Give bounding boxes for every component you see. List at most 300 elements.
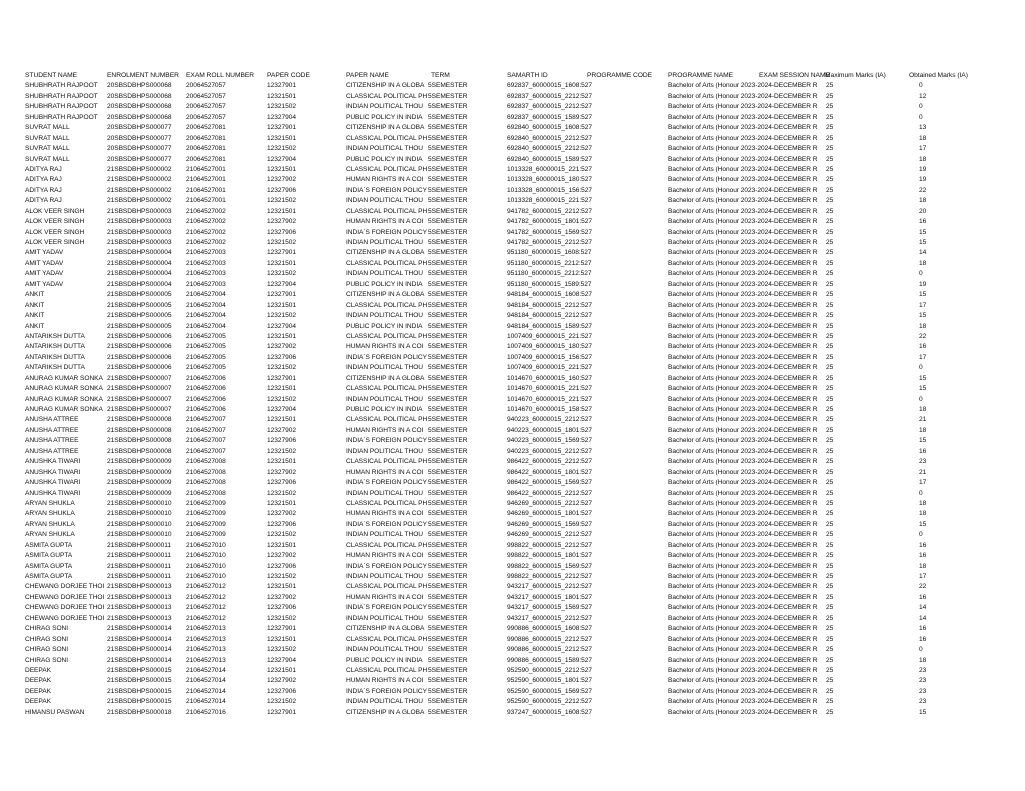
cell-paper-code: 12327901 bbox=[267, 124, 296, 132]
cell-term: 5SEMESTER bbox=[428, 479, 468, 487]
table-row bbox=[25, 405, 1015, 415]
cell-obtained-marks: 22 bbox=[919, 186, 927, 194]
cell-student-name: ANUSHA ATTREE bbox=[25, 426, 79, 434]
header-programme-name: PROGRAMME NAME bbox=[668, 72, 734, 79]
cell-exam-roll-number: 21064527008 bbox=[186, 479, 226, 487]
table-row bbox=[25, 155, 1015, 165]
cell-term: 5SEMESTER bbox=[428, 614, 468, 622]
cell-student-name: CHIRAG SONI bbox=[25, 646, 69, 654]
cell-obtained-marks: 21 bbox=[919, 468, 927, 476]
cell-student-name: ARYAN SHUKLA bbox=[25, 531, 75, 539]
cell-programme-name-session: Bachelor of Arts (Honour 2023-2024-DECEMBER R bbox=[668, 113, 818, 121]
cell-obtained-marks: 0 bbox=[919, 395, 923, 403]
cell-paper-name: PUBLIC POLICY IN INDIA bbox=[346, 280, 423, 288]
table-row bbox=[25, 697, 1015, 707]
cell-paper-name: HUMAN RIGHTS IN A COI bbox=[346, 426, 424, 434]
cell-student-name: SUVRAT MALL bbox=[25, 155, 70, 163]
cell-samarth-id: 986422_60000015_1801:527 bbox=[507, 468, 592, 476]
cell-paper-code: 12327906 bbox=[267, 437, 296, 445]
cell-student-name: SUVRAT MALL bbox=[25, 124, 70, 132]
cell-term: 5SEMESTER bbox=[428, 207, 468, 215]
cell-enrolment-number: 21SBSDBHPS000003 bbox=[107, 207, 172, 215]
cell-paper-name: INDIA`S FOREIGN POLICY bbox=[346, 437, 427, 445]
header-programme-code: PROGRAMME CODE bbox=[587, 72, 653, 79]
cell-paper-name: CITIZENSHIP IN A GLOBA bbox=[346, 249, 425, 257]
cell-obtained-marks: 19 bbox=[919, 176, 927, 184]
cell-student-name: ADITYA RAJ bbox=[25, 186, 62, 194]
cell-paper-name: INDIA`S FOREIGN POLICY bbox=[346, 479, 427, 487]
cell-student-name: ASMITA GUPTA bbox=[25, 541, 73, 549]
table-row bbox=[25, 217, 1015, 227]
cell-paper-name: HUMAN RIGHTS IN A COI bbox=[346, 218, 424, 226]
table-row bbox=[25, 113, 1015, 123]
cell-samarth-id: 941782_60000015_1569:527 bbox=[507, 228, 592, 236]
cell-enrolment-number: 21SBSDBHPS000004 bbox=[107, 270, 172, 278]
cell-maximum-marks: 25 bbox=[826, 552, 834, 560]
cell-term: 5SEMESTER bbox=[428, 82, 468, 90]
cell-maximum-marks: 25 bbox=[826, 322, 834, 330]
table-row bbox=[25, 593, 1015, 603]
cell-exam-roll-number: 21064527013 bbox=[186, 646, 226, 654]
cell-maximum-marks: 25 bbox=[826, 447, 834, 455]
table-row bbox=[25, 530, 1015, 540]
cell-exam-roll-number: 20064527057 bbox=[186, 113, 226, 121]
cell-paper-name: HUMAN RIGHTS IN A COI bbox=[346, 176, 424, 184]
cell-paper-name: INDIAN POLITICAL THOU bbox=[346, 447, 423, 455]
table-row bbox=[25, 165, 1015, 175]
table-row bbox=[25, 81, 1015, 91]
cell-programme-name-session: Bachelor of Arts (Honour 2023-2024-DECEMBER R bbox=[668, 239, 818, 246]
cell-term: 5SEMESTER bbox=[428, 322, 468, 330]
cell-obtained-marks: 19 bbox=[919, 165, 927, 173]
cell-programme-name-session: Bachelor of Arts (Honour 2023-2024-DECEMBER R bbox=[668, 479, 818, 487]
cell-student-name: ANKIT bbox=[25, 301, 45, 309]
cell-maximum-marks: 25 bbox=[826, 124, 834, 132]
cell-maximum-marks: 25 bbox=[826, 468, 834, 476]
table-row bbox=[25, 280, 1015, 290]
table-row bbox=[25, 207, 1015, 217]
cell-enrolment-number: 21SBSDBHPS000006 bbox=[107, 343, 172, 351]
header-exam-session-name: EXAM SESSION NAME bbox=[759, 72, 830, 79]
cell-obtained-marks: 23 bbox=[919, 687, 927, 695]
cell-student-name: CHEWANG DORJEE THOI bbox=[25, 614, 105, 622]
table-row bbox=[25, 447, 1015, 457]
header-student-name: STUDENT NAME bbox=[25, 72, 78, 79]
cell-samarth-id: 998822_60000015_1569:527 bbox=[507, 562, 592, 570]
cell-programme-name-session: Bachelor of Arts (Honour 2023-2024-DECEMBER R bbox=[668, 625, 818, 633]
cell-exam-roll-number: 21064527004 bbox=[186, 322, 226, 330]
cell-programme-name-session: Bachelor of Arts (Honour 2023-2024-DECEMBER R bbox=[668, 583, 818, 591]
cell-programme-name-session: Bachelor of Arts (Honour 2023-2024-DECEMBER R bbox=[668, 124, 818, 132]
cell-programme-name-session: Bachelor of Arts (Honour 2023-2024-DECEMBER R bbox=[668, 698, 818, 706]
cell-student-name: ARYAN SHUKLA bbox=[25, 499, 75, 507]
cell-paper-code: 12321502 bbox=[267, 145, 296, 153]
cell-term: 5SEMESTER bbox=[428, 573, 468, 580]
table-row bbox=[25, 624, 1015, 634]
cell-paper-name: PUBLIC POLICY IN INDIA bbox=[346, 322, 423, 330]
cell-obtained-marks: 16 bbox=[919, 635, 927, 643]
cell-obtained-marks: 17 bbox=[919, 573, 927, 580]
cell-programme-name-session: Bachelor of Arts (Honour 2023-2024-DECEMBER R bbox=[668, 343, 818, 351]
cell-programme-name-session: Bachelor of Arts (Honour 2023-2024-DECEMBER R bbox=[668, 155, 818, 163]
cell-enrolment-number: 21SBSDBHPS000014 bbox=[107, 635, 172, 643]
cell-enrolment-number: 21SBSDBHPS000008 bbox=[107, 416, 172, 424]
cell-obtained-marks: 0 bbox=[919, 489, 923, 497]
cell-obtained-marks: 15 bbox=[919, 291, 927, 299]
cell-samarth-id: 1007409_60000015_221:527 bbox=[507, 364, 592, 372]
cell-maximum-marks: 25 bbox=[826, 385, 834, 393]
cell-term: 5SEMESTER bbox=[428, 562, 468, 570]
cell-maximum-marks: 25 bbox=[826, 646, 834, 654]
cell-enrolment-number: 21SBSDBHPS000009 bbox=[107, 479, 172, 487]
cell-programme-name-session: Bachelor of Arts (Honour 2023-2024-DECEMBER R bbox=[668, 385, 818, 393]
cell-paper-code: 12321502 bbox=[267, 646, 296, 654]
table-row bbox=[25, 144, 1015, 154]
cell-paper-name: CLASSICAL POLITICAL PH bbox=[346, 458, 428, 466]
table-row bbox=[25, 186, 1015, 196]
cell-samarth-id: 951180_60000015_1589:527 bbox=[507, 280, 592, 288]
cell-paper-name: INDIA`S FOREIGN POLICY bbox=[346, 687, 427, 695]
cell-programme-name-session: Bachelor of Arts (Honour 2023-2024-DECEMBER R bbox=[668, 332, 818, 340]
cell-exam-roll-number: 21064527002 bbox=[186, 207, 226, 215]
cell-enrolment-number: 21SBSDBHPS000008 bbox=[107, 447, 172, 455]
cell-exam-roll-number: 21064527014 bbox=[186, 698, 226, 706]
cell-paper-name: CLASSICAL POLITICAL PH bbox=[346, 499, 428, 507]
cell-samarth-id: 990886_60000015_1608:527 bbox=[507, 625, 592, 633]
cell-term: 5SEMESTER bbox=[428, 385, 468, 393]
cell-paper-name: PUBLIC POLICY IN INDIA bbox=[346, 406, 423, 413]
cell-samarth-id: 692837_60000015_1608:527 bbox=[507, 82, 592, 90]
cell-paper-name: PUBLIC POLICY IN INDIA bbox=[346, 656, 423, 664]
cell-paper-name: HUMAN RIGHTS IN A COI bbox=[346, 677, 424, 685]
cell-term: 5SEMESTER bbox=[428, 312, 468, 320]
cell-obtained-marks: 18 bbox=[919, 562, 927, 570]
cell-paper-code: 12321501 bbox=[267, 332, 296, 340]
cell-paper-name: CITIZENSHIP IN A GLOBA bbox=[346, 82, 425, 90]
cell-obtained-marks: 18 bbox=[919, 656, 927, 664]
cell-paper-code: 12327901 bbox=[267, 82, 296, 90]
cell-samarth-id: 1007409_60000015_156:527 bbox=[507, 353, 592, 361]
cell-samarth-id: 1014670_60000015_160:527 bbox=[507, 374, 592, 382]
cell-enrolment-number: 21SBSDBHPS000002 bbox=[107, 186, 172, 194]
cell-term: 5SEMESTER bbox=[428, 677, 468, 685]
cell-obtained-marks: 19 bbox=[919, 280, 927, 288]
cell-obtained-marks: 23 bbox=[919, 666, 927, 674]
table-row bbox=[25, 656, 1015, 666]
cell-enrolment-number: 21SBSDBHPS000014 bbox=[107, 656, 172, 664]
cell-enrolment-number: 21SBSDBHPS000006 bbox=[107, 364, 172, 372]
cell-paper-code: 12321502 bbox=[267, 270, 296, 278]
cell-enrolment-number: 20SBSDBHPS000068 bbox=[107, 92, 172, 100]
cell-enrolment-number: 21SBSDBHPS000003 bbox=[107, 239, 172, 246]
cell-paper-name: CLASSICAL POLITICAL PH bbox=[346, 92, 428, 100]
cell-programme-name-session: Bachelor of Arts (Honour 2023-2024-DECEMBER R bbox=[668, 249, 818, 257]
cell-term: 5SEMESTER bbox=[428, 113, 468, 121]
cell-exam-roll-number: 21064527007 bbox=[186, 426, 226, 434]
cell-student-name: ANUSHA ATTREE bbox=[25, 416, 79, 424]
cell-paper-code: 12321501 bbox=[267, 583, 296, 591]
table-row bbox=[25, 311, 1015, 321]
cell-term: 5SEMESTER bbox=[428, 437, 468, 445]
cell-term: 5SEMESTER bbox=[428, 625, 468, 633]
cell-exam-roll-number: 21064527003 bbox=[186, 270, 226, 278]
table-row bbox=[25, 635, 1015, 645]
cell-term: 5SEMESTER bbox=[428, 92, 468, 100]
cell-samarth-id: 941782_60000015_1801:527 bbox=[507, 218, 592, 226]
cell-obtained-marks: 15 bbox=[919, 374, 927, 382]
header-samarth-id: SAMARTH ID bbox=[507, 72, 548, 79]
table-row bbox=[25, 395, 1015, 405]
cell-exam-roll-number: 21064527004 bbox=[186, 301, 226, 309]
cell-paper-name: INDIA`S FOREIGN POLICY bbox=[346, 228, 427, 236]
cell-exam-roll-number: 21064527006 bbox=[186, 385, 226, 393]
cell-samarth-id: 946269_60000015_2212:527 bbox=[507, 499, 592, 507]
cell-obtained-marks: 18 bbox=[919, 426, 927, 434]
cell-programme-name-session: Bachelor of Arts (Honour 2023-2024-DECEMBER R bbox=[668, 165, 818, 173]
cell-enrolment-number: 21SBSDBHPS000013 bbox=[107, 593, 172, 601]
cell-programme-name-session: Bachelor of Arts (Honour 2023-2024-DECEMBER R bbox=[668, 468, 818, 476]
cell-maximum-marks: 25 bbox=[826, 249, 834, 257]
cell-samarth-id: 692840_60000015_2212:527 bbox=[507, 145, 592, 153]
cell-programme-name-session: Bachelor of Arts (Honour 2023-2024-DECEMBER R bbox=[668, 395, 818, 403]
cell-term: 5SEMESTER bbox=[428, 301, 468, 309]
table-row bbox=[25, 614, 1015, 624]
cell-exam-roll-number: 21064527006 bbox=[186, 395, 226, 403]
cell-programme-name-session: Bachelor of Arts (Honour 2023-2024-DECEMBER R bbox=[668, 499, 818, 507]
table-row bbox=[25, 301, 1015, 311]
cell-term: 5SEMESTER bbox=[428, 134, 468, 142]
cell-obtained-marks: 18 bbox=[919, 322, 927, 330]
cell-maximum-marks: 25 bbox=[826, 614, 834, 622]
cell-exam-roll-number: 20064527081 bbox=[186, 134, 226, 142]
table-row bbox=[25, 228, 1015, 238]
cell-term: 5SEMESTER bbox=[428, 259, 468, 267]
cell-programme-name-session: Bachelor of Arts (Honour 2023-2024-DECEMBER R bbox=[668, 176, 818, 184]
cell-enrolment-number: 21SBSDBHPS000004 bbox=[107, 249, 172, 257]
cell-maximum-marks: 25 bbox=[826, 207, 834, 215]
cell-paper-name: INDIAN POLITICAL THOU bbox=[346, 364, 423, 372]
cell-obtained-marks: 15 bbox=[919, 312, 927, 320]
cell-exam-roll-number: 21064527008 bbox=[186, 489, 226, 497]
table-row bbox=[25, 687, 1015, 697]
cell-exam-roll-number: 20064527081 bbox=[186, 145, 226, 153]
cell-enrolment-number: 21SBSDBHPS000015 bbox=[107, 677, 172, 685]
cell-enrolment-number: 21SBSDBHPS000008 bbox=[107, 437, 172, 445]
cell-samarth-id: 990886_60000015_1589:527 bbox=[507, 656, 592, 664]
cell-obtained-marks: 0 bbox=[919, 364, 923, 372]
cell-paper-name: INDIAN POLITICAL THOU bbox=[346, 270, 423, 278]
cell-obtained-marks: 16 bbox=[919, 343, 927, 351]
cell-obtained-marks: 15 bbox=[919, 520, 927, 528]
cell-exam-roll-number: 21064527013 bbox=[186, 635, 226, 643]
cell-obtained-marks: 17 bbox=[919, 479, 927, 487]
cell-paper-code: 12327902 bbox=[267, 468, 296, 476]
cell-maximum-marks: 25 bbox=[826, 374, 834, 382]
cell-paper-name: CLASSICAL POLITICAL PH bbox=[346, 332, 428, 340]
table-row bbox=[25, 238, 1015, 248]
cell-student-name: DEEPAK bbox=[25, 677, 51, 685]
cell-enrolment-number: 21SBSDBHPS000002 bbox=[107, 197, 172, 205]
header-paper-name: PAPER NAME bbox=[346, 72, 389, 79]
cell-exam-roll-number: 21064527014 bbox=[186, 677, 226, 685]
cell-paper-name: INDIA`S FOREIGN POLICY bbox=[346, 186, 427, 194]
cell-enrolment-number: 21SBSDBHPS000002 bbox=[107, 165, 172, 173]
cell-exam-roll-number: 21064527009 bbox=[186, 510, 226, 518]
cell-maximum-marks: 25 bbox=[826, 677, 834, 685]
cell-student-name: ANURAG KUMAR SONKA bbox=[25, 385, 103, 393]
cell-maximum-marks: 25 bbox=[826, 103, 834, 111]
cell-enrolment-number: 21SBSDBHPS000011 bbox=[107, 573, 171, 580]
cell-enrolment-number: 21SBSDBHPS000003 bbox=[107, 228, 172, 236]
cell-samarth-id: 1013328_60000015_156:527 bbox=[507, 186, 592, 194]
cell-exam-roll-number: 21064527008 bbox=[186, 468, 226, 476]
cell-samarth-id: 943217_60000015_1801:527 bbox=[507, 593, 592, 601]
cell-term: 5SEMESTER bbox=[428, 186, 468, 194]
cell-programme-name-session: Bachelor of Arts (Honour 2023-2024-DECEMBER R bbox=[668, 520, 818, 528]
cell-samarth-id: 943217_60000015_2212:527 bbox=[507, 614, 592, 622]
cell-paper-code: 12327906 bbox=[267, 228, 296, 236]
cell-term: 5SEMESTER bbox=[428, 687, 468, 695]
cell-student-name: ARYAN SHUKLA bbox=[25, 510, 75, 518]
cell-programme-name-session: Bachelor of Arts (Honour 2023-2024-DECEMBER R bbox=[668, 510, 818, 518]
cell-paper-code: 12321501 bbox=[267, 207, 296, 215]
cell-enrolment-number: 21SBSDBHPS000011 bbox=[107, 541, 171, 549]
cell-samarth-id: 692840_60000015_1589:527 bbox=[507, 155, 592, 163]
cell-enrolment-number: 21SBSDBHPS000006 bbox=[107, 332, 172, 340]
cell-term: 5SEMESTER bbox=[428, 364, 468, 372]
cell-paper-code: 12321501 bbox=[267, 134, 296, 142]
cell-exam-roll-number: 21064527005 bbox=[186, 343, 226, 351]
cell-maximum-marks: 25 bbox=[826, 165, 834, 173]
cell-enrolment-number: 21SBSDBHPS000018 bbox=[107, 708, 172, 716]
table-row bbox=[25, 676, 1015, 686]
cell-exam-roll-number: 21064527001 bbox=[186, 197, 226, 205]
cell-obtained-marks: 22 bbox=[919, 583, 927, 591]
cell-term: 5SEMESTER bbox=[428, 103, 468, 111]
cell-paper-name: HUMAN RIGHTS IN A COI bbox=[346, 343, 424, 351]
cell-obtained-marks: 0 bbox=[919, 103, 923, 111]
cell-term: 5SEMESTER bbox=[428, 656, 468, 664]
cell-term: 5SEMESTER bbox=[428, 646, 468, 654]
cell-paper-name: HUMAN RIGHTS IN A COI bbox=[346, 468, 424, 476]
cell-maximum-marks: 25 bbox=[826, 291, 834, 299]
cell-enrolment-number: 21SBSDBHPS000009 bbox=[107, 458, 172, 466]
cell-maximum-marks: 25 bbox=[826, 406, 834, 413]
cell-exam-roll-number: 21064527012 bbox=[186, 583, 226, 591]
cell-maximum-marks: 25 bbox=[826, 520, 834, 528]
cell-term: 5SEMESTER bbox=[428, 698, 468, 706]
cell-programme-name-session: Bachelor of Arts (Honour 2023-2024-DECEMBER R bbox=[668, 197, 818, 205]
cell-programme-name-session: Bachelor of Arts (Honour 2023-2024-DECEMBER R bbox=[668, 489, 818, 497]
cell-term: 5SEMESTER bbox=[428, 270, 468, 278]
cell-obtained-marks: 16 bbox=[919, 593, 927, 601]
cell-exam-roll-number: 21064527013 bbox=[186, 656, 226, 664]
table-row bbox=[25, 259, 1015, 269]
cell-exam-roll-number: 21064527010 bbox=[186, 541, 226, 549]
cell-paper-code: 12321501 bbox=[267, 635, 296, 643]
table-row bbox=[25, 175, 1015, 185]
cell-samarth-id: 692840_60000015_1608:527 bbox=[507, 124, 592, 132]
cell-obtained-marks: 23 bbox=[919, 698, 927, 706]
cell-programme-name-session: Bachelor of Arts (Honour 2023-2024-DECEMBER R bbox=[668, 406, 818, 413]
header-paper-code: PAPER CODE bbox=[267, 72, 310, 79]
cell-obtained-marks: 16 bbox=[919, 447, 927, 455]
cell-paper-name: CLASSICAL POLITICAL PH bbox=[346, 301, 428, 309]
cell-programme-name-session: Bachelor of Arts (Honour 2023-2024-DECEMBER R bbox=[668, 364, 818, 372]
cell-obtained-marks: 23 bbox=[919, 458, 927, 466]
cell-student-name: AMIT YADAV bbox=[25, 259, 64, 267]
cell-paper-name: INDIA`S FOREIGN POLICY bbox=[346, 353, 427, 361]
table-row bbox=[25, 572, 1015, 582]
cell-exam-roll-number: 21064527010 bbox=[186, 552, 226, 560]
cell-paper-code: 12327906 bbox=[267, 353, 296, 361]
cell-programme-name-session: Bachelor of Arts (Honour 2023-2024-DECEMBER R bbox=[668, 562, 818, 570]
cell-programme-name-session: Bachelor of Arts (Honour 2023-2024-DECEMBER R bbox=[668, 687, 818, 695]
cell-student-name: ALOK VEER SINGH bbox=[25, 207, 85, 215]
cell-term: 5SEMESTER bbox=[428, 489, 468, 497]
cell-samarth-id: 952590_60000015_1801:527 bbox=[507, 677, 592, 685]
table-row bbox=[25, 92, 1015, 102]
cell-student-name: ANUSHKA TIWARI bbox=[25, 489, 81, 497]
cell-paper-code: 12327902 bbox=[267, 426, 296, 434]
cell-enrolment-number: 21SBSDBHPS000002 bbox=[107, 176, 172, 184]
cell-enrolment-number: 21SBSDBHPS000010 bbox=[107, 499, 172, 507]
cell-exam-roll-number: 21064527002 bbox=[186, 228, 226, 236]
cell-maximum-marks: 25 bbox=[826, 332, 834, 340]
cell-exam-roll-number: 20064527057 bbox=[186, 92, 226, 100]
cell-paper-code: 12327904 bbox=[267, 406, 296, 413]
cell-student-name: CHIRAG SONI bbox=[25, 635, 69, 643]
cell-maximum-marks: 25 bbox=[826, 593, 834, 601]
cell-paper-name: CLASSICAL POLITICAL PH bbox=[346, 207, 428, 215]
cell-exam-roll-number: 21064527007 bbox=[186, 437, 226, 445]
cell-exam-roll-number: 21064527001 bbox=[186, 165, 226, 173]
cell-obtained-marks: 23 bbox=[919, 677, 927, 685]
cell-paper-code: 12327902 bbox=[267, 343, 296, 351]
cell-programme-name-session: Bachelor of Arts (Honour 2023-2024-DECEMBER R bbox=[668, 353, 818, 361]
cell-student-name: CHIRAG SONI bbox=[25, 625, 69, 633]
cell-exam-roll-number: 21064527005 bbox=[186, 353, 226, 361]
cell-exam-roll-number: 21064527003 bbox=[186, 259, 226, 267]
cell-samarth-id: 986422_60000015_2212:527 bbox=[507, 489, 592, 497]
cell-term: 5SEMESTER bbox=[428, 406, 468, 413]
cell-programme-name-session: Bachelor of Arts (Honour 2023-2024-DECEMBER R bbox=[668, 552, 818, 560]
table-row bbox=[25, 509, 1015, 519]
cell-term: 5SEMESTER bbox=[428, 395, 468, 403]
cell-term: 5SEMESTER bbox=[428, 604, 468, 612]
cell-enrolment-number: 21SBSDBHPS000013 bbox=[107, 614, 172, 622]
cell-student-name: ANUSHKA TIWARI bbox=[25, 479, 81, 487]
cell-maximum-marks: 25 bbox=[826, 259, 834, 267]
cell-programme-name-session: Bachelor of Arts (Honour 2023-2024-DECEMBER R bbox=[668, 458, 818, 466]
cell-term: 5SEMESTER bbox=[428, 218, 468, 226]
cell-term: 5SEMESTER bbox=[428, 458, 468, 466]
cell-paper-name: CITIZENSHIP IN A GLOBA bbox=[346, 291, 425, 299]
cell-samarth-id: 948184_60000015_1608:527 bbox=[507, 291, 592, 299]
cell-enrolment-number: 21SBSDBHPS000007 bbox=[107, 406, 172, 413]
table-row bbox=[25, 322, 1015, 332]
cell-paper-name: INDIAN POLITICAL THOU bbox=[346, 531, 423, 539]
cell-term: 5SEMESTER bbox=[428, 176, 468, 184]
cell-maximum-marks: 25 bbox=[826, 218, 834, 226]
cell-obtained-marks: 0 bbox=[919, 82, 923, 90]
cell-student-name: ASMITA GUPTA bbox=[25, 552, 73, 560]
cell-maximum-marks: 25 bbox=[826, 416, 834, 424]
cell-term: 5SEMESTER bbox=[428, 510, 468, 518]
cell-paper-code: 12321502 bbox=[267, 614, 296, 622]
cell-paper-code: 12321501 bbox=[267, 165, 296, 173]
cell-term: 5SEMESTER bbox=[428, 145, 468, 153]
